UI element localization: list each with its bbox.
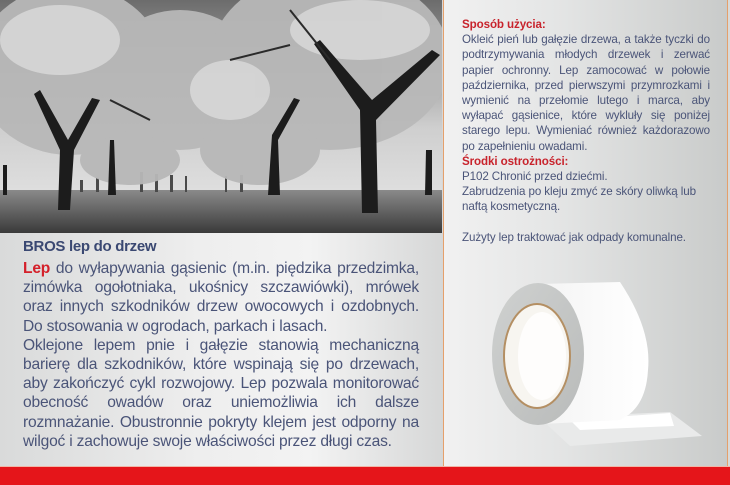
usage-text: Okleić pień lub gałęzie drzewa, a także tyczki do podtrzymywania młodych drzewek i zerwać papier ochronny. Lep zamocować w połowie października, przed pierwszymi przymrozkami i wymienić na przełomie lutego i marca, aby wyłapać gąsienice, które wykluły się poniżej starego lepu. Wymieniać również każdorazowo po zapełnieniu owadami. [462, 33, 710, 153]
orchard-photo [0, 0, 442, 233]
description-paragraph-1 [23, 259, 419, 336]
red-footer-bar [0, 466, 730, 485]
product-description [23, 259, 419, 451]
precautions-line-1: P102 Chronić przed dziećmi. [462, 170, 608, 184]
product-title: BROS lep do drzew [23, 238, 157, 255]
description-text-1: do wyłapywania gąsienic (m.in. piędzika przedzimka, zimówka ogołotniaka, ukośnicy szczawiówki), mrówek oraz innych szkodników drzew owocowych i ozdobnych. Do stosowania w ogrodach, parkach i lasach. [23, 260, 419, 335]
precautions-heading: Środki ostrożności: [462, 154, 569, 168]
tape-roll-image [470, 240, 730, 460]
lead-word: Lep [23, 260, 51, 277]
description-paragraph-2: Oklejone lepem pnie i gałęzie stanowią mechaniczną barierę dla szkodników, które wspinają się po drzewach, aby zakończyć cykl rozwojowy. Lep pozwala monitorować obecność owadów oraz uniemożliwia ich dalsze rozmnażanie. Obustronnie pokryty klejem jest odporny na wilgoć i zachowuje swoje właściwości przez długi czas. [23, 336, 419, 450]
precautions-line-3: Zużyty lep traktować jak odpady komunalne. [462, 230, 686, 244]
precautions-line-2: Zabrudzenia po kleju zmyć ze skóry oliwką lub naftą kosmetyczną. [462, 185, 696, 214]
spacer [462, 215, 710, 230]
usage-heading: Sposób użycia: [462, 18, 546, 31]
usage-section [462, 17, 710, 245]
